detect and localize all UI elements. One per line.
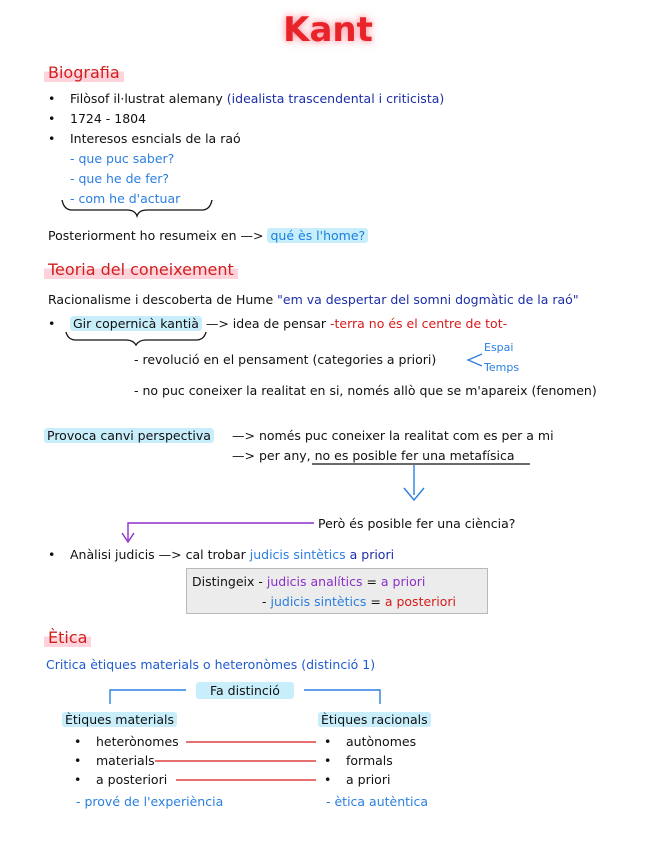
hume-line [48,292,579,307]
analisi-apriori: a priori [349,547,395,562]
distingeix-row-2: - judicis sintètics = a posteriori [262,594,457,609]
etiques-materials-title: Ètiques materials [62,712,177,727]
page-title: Kant [283,10,373,50]
hume-text: Racionalisme i descoberta de Hume [48,292,274,307]
fenomen-line: - no puc coneixer la realitat en si, només allò que se m'apareix (fenomen) [134,383,597,398]
bio-summary-text: Posteriorment ho resumeix en —> [48,228,264,243]
bio-item-2: • 1724 - 1804 [70,111,146,126]
heading-etica: Ètica [44,628,91,647]
sintetics-value: a posteriori [384,594,457,609]
bio-item-1-paren: (idealista trascendental i criticista) [226,91,445,106]
left-note: - prové de l'experiència [76,794,224,809]
heading-coneixement: Teoria del coneixement [44,260,238,279]
right-item-2: • formals [346,753,393,768]
analitics-label: judicis analítics [266,574,363,589]
right-item-3: • a priori [346,772,390,787]
provoca-line-1: —> només puc coneixer la realitat com es per a mi [232,428,554,443]
critica-line: Critica ètiques materials o heteronòmes (distinció 1) [46,657,376,672]
analitics-eq: = [366,574,377,589]
provoca-line-2-metafisica: no es posible fer una metafísica [314,448,515,463]
distingeix-row-1 [192,574,425,589]
bio-summary-question: qué ès l'home? [267,228,368,243]
hume-quote: "em va despertar del somni dogmàtic de la raó" [277,292,579,307]
analisi-blue: judicis sintètics [249,547,346,562]
analisi-line [70,547,394,562]
bio-question-2: - que he de fer? [70,171,170,186]
espai-label: Espai [484,341,514,354]
distingeix-label: Distingeix - [192,574,263,589]
sintetics-eq: = [370,594,381,609]
bio-question-3: - com he d'actuar [70,191,181,206]
right-item-1: • autònomes [346,734,416,749]
bio-question-1: - que puc saber? [70,151,175,166]
left-item-3: • a posteriori [96,772,167,787]
left-item-1: • heterònomes [96,734,179,749]
bio-summary [48,228,368,243]
bio-item-1-text: Filòsof il·lustrat alemany [70,91,223,106]
fa-distincio: Fa distinció [196,682,294,699]
left-item-2: • materials [96,753,155,768]
gir-red: -terra no és el centre de tot- [329,316,508,331]
sintetics-label: judicis sintètics [270,594,367,609]
gir-line [70,316,507,331]
provoca-line-2-prefix: —> per any, [232,448,311,463]
analisi-text: Anàlisi judicis —> cal trobar [70,547,246,562]
heading-biografia: Biografia [44,63,124,82]
temps-label: Temps [484,361,520,374]
right-note: - ètica autèntica [326,794,429,809]
provoca-text: Provoca canvi perspectiva [44,428,214,443]
gir-label: Gir copernicà kantià [70,316,202,331]
bio-item-1 [70,91,444,106]
pero-line: Però és posible fer una ciència? [318,516,516,531]
analitics-value: a priori [380,574,426,589]
gir-rest: —> idea de pensar [205,316,326,331]
provoca-line-2 [232,448,515,463]
etiques-racionals-title: Ètiques racionals [318,712,431,727]
revolucio-line: - revolució en el pensament (categories a priori) [134,352,437,367]
provoca-label [44,428,214,443]
bio-item-3: • Interesos esncials de la raó [70,131,241,146]
